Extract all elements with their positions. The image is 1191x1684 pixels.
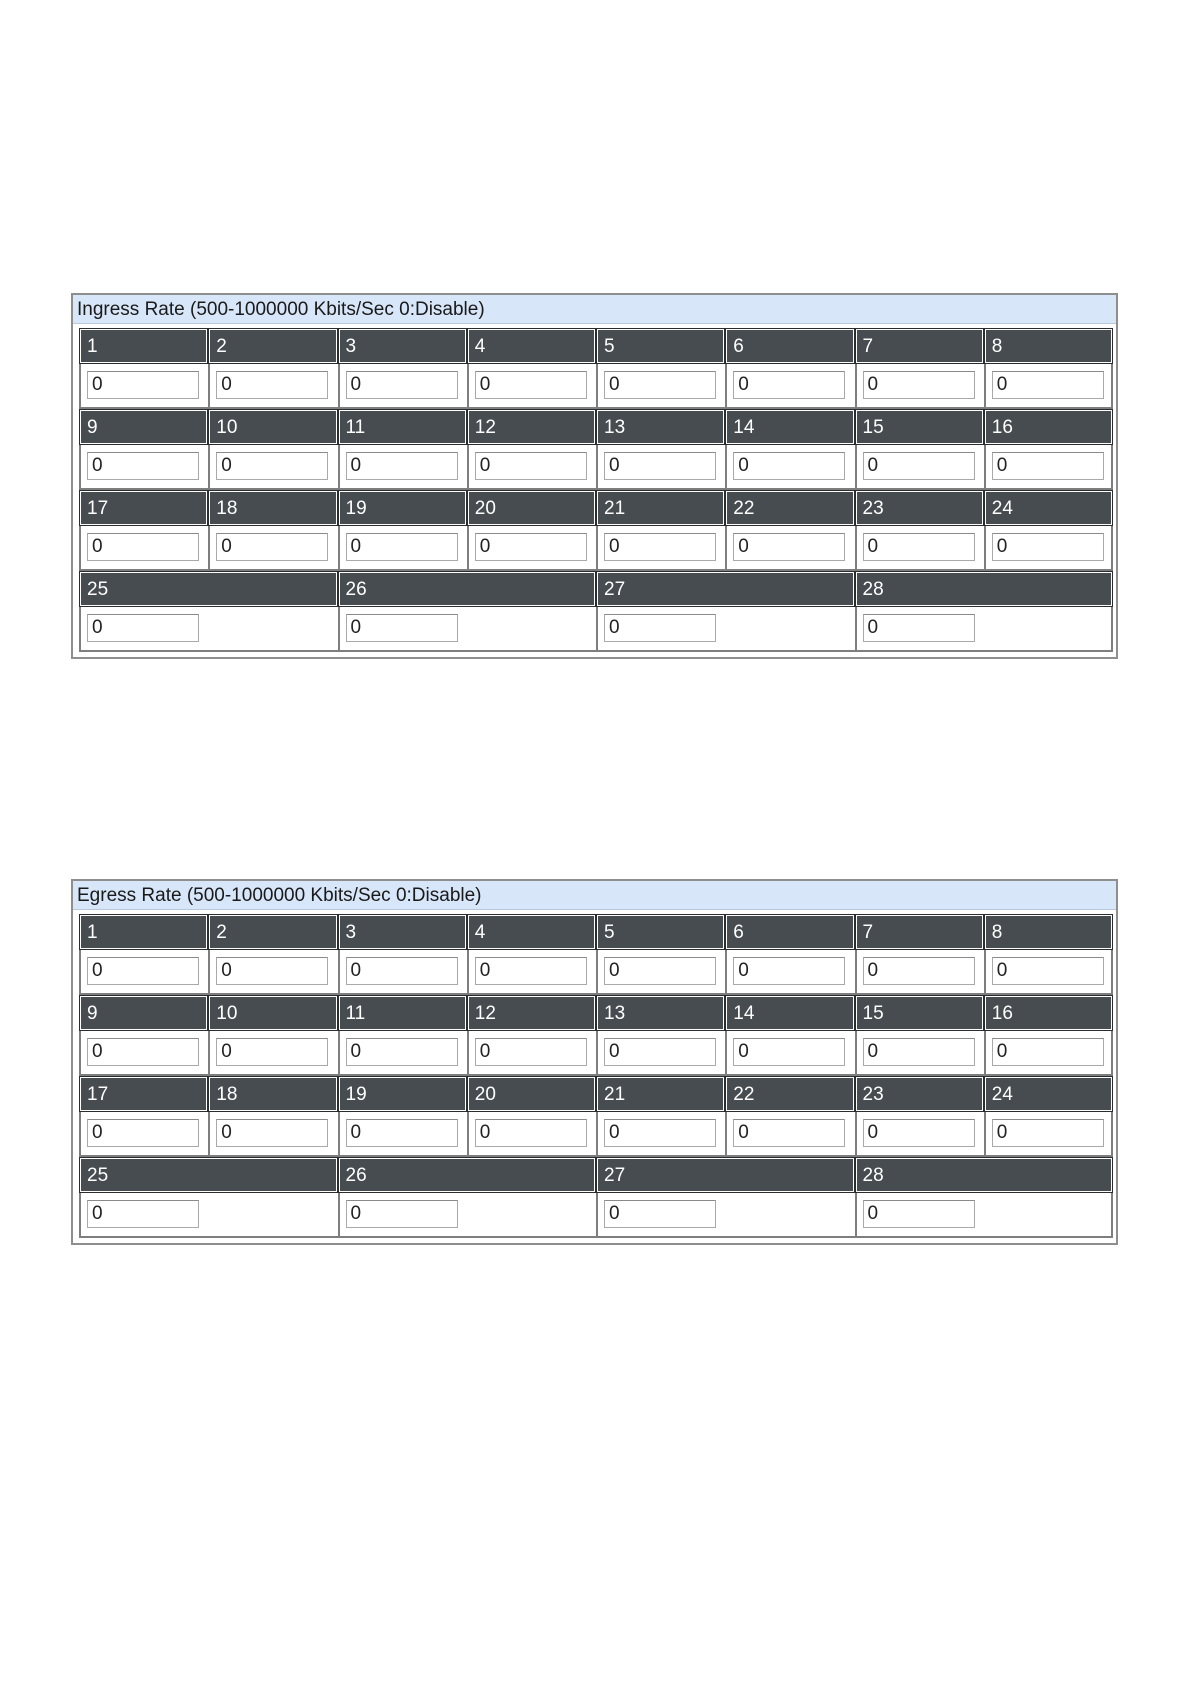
port-label-8: 8 xyxy=(984,914,1113,950)
port-label-15: 15 xyxy=(855,995,984,1031)
port-header-row xyxy=(79,914,1113,950)
port-header-row xyxy=(79,490,1113,526)
port-value-row xyxy=(79,526,1113,571)
port-value-cell xyxy=(208,364,337,409)
ingress-rate-input-6[interactable] xyxy=(733,371,845,399)
egress-rate-title: Egress Rate (500-1000000 Kbits/Sec 0:Disable) xyxy=(73,881,1116,910)
egress-rate-input-11[interactable] xyxy=(346,1038,458,1066)
ingress-rate-input-13[interactable] xyxy=(604,452,716,480)
egress-rate-input-13[interactable] xyxy=(604,1038,716,1066)
port-label-24: 24 xyxy=(984,1076,1113,1112)
port-label-1: 1 xyxy=(79,328,208,364)
egress-rate-input-9[interactable] xyxy=(87,1038,199,1066)
port-label-6: 6 xyxy=(725,328,854,364)
egress-rate-input-17[interactable] xyxy=(87,1119,199,1147)
egress-rate-input-16[interactable] xyxy=(992,1038,1104,1066)
port-value-cell xyxy=(596,1031,725,1076)
egress-rate-input-3[interactable] xyxy=(346,957,458,985)
port-value-row xyxy=(79,1112,1113,1157)
port-label-25: 25 xyxy=(79,1157,338,1193)
port-value-cell xyxy=(725,526,854,571)
ingress-rate-input-12[interactable] xyxy=(475,452,587,480)
ingress-rate-input-8[interactable] xyxy=(992,371,1104,399)
egress-rate-input-12[interactable] xyxy=(475,1038,587,1066)
port-value-cell xyxy=(984,1031,1113,1076)
port-value-cell xyxy=(596,445,725,490)
ingress-rate-input-26[interactable] xyxy=(346,614,458,642)
port-label-27: 27 xyxy=(596,571,855,607)
port-value-row xyxy=(79,1031,1113,1076)
port-label-14: 14 xyxy=(725,409,854,445)
port-label-5: 5 xyxy=(596,328,725,364)
ingress-rate-input-7[interactable] xyxy=(863,371,975,399)
port-label-4: 4 xyxy=(467,328,596,364)
port-label-13: 13 xyxy=(596,995,725,1031)
port-value-cell xyxy=(208,445,337,490)
port-value-cell xyxy=(467,950,596,995)
port-value-cell xyxy=(725,364,854,409)
egress-rate-panel xyxy=(71,879,1118,1245)
port-value-cell xyxy=(79,445,208,490)
ingress-rate-input-20[interactable] xyxy=(475,533,587,561)
port-value-row xyxy=(79,364,1113,409)
port-value-row xyxy=(79,1193,1113,1238)
port-value-cell xyxy=(855,1193,1114,1238)
egress-rate-input-5[interactable] xyxy=(604,957,716,985)
egress-rate-input-27[interactable] xyxy=(604,1200,716,1228)
port-value-cell xyxy=(984,526,1113,571)
port-value-row xyxy=(79,445,1113,490)
port-value-cell xyxy=(338,526,467,571)
port-label-22: 22 xyxy=(725,1076,854,1112)
egress-rate-input-21[interactable] xyxy=(604,1119,716,1147)
ingress-rate-input-17[interactable] xyxy=(87,533,199,561)
egress-rate-input-23[interactable] xyxy=(863,1119,975,1147)
port-value-cell xyxy=(855,364,984,409)
port-value-cell xyxy=(984,445,1113,490)
port-value-cell xyxy=(79,364,208,409)
port-value-cell xyxy=(467,1112,596,1157)
port-value-cell xyxy=(725,1112,854,1157)
port-label-17: 17 xyxy=(79,1076,208,1112)
egress-rate-input-26[interactable] xyxy=(346,1200,458,1228)
port-value-cell xyxy=(855,445,984,490)
egress-rate-input-8[interactable] xyxy=(992,957,1104,985)
port-header-row xyxy=(79,1157,1113,1193)
port-label-23: 23 xyxy=(855,490,984,526)
port-label-16: 16 xyxy=(984,995,1113,1031)
port-label-20: 20 xyxy=(467,1076,596,1112)
port-label-23: 23 xyxy=(855,1076,984,1112)
port-label-24: 24 xyxy=(984,490,1113,526)
port-value-cell xyxy=(79,950,208,995)
port-label-21: 21 xyxy=(596,490,725,526)
port-value-cell xyxy=(208,1031,337,1076)
port-value-cell xyxy=(338,950,467,995)
ingress-rate-input-23[interactable] xyxy=(863,533,975,561)
port-label-11: 11 xyxy=(338,409,467,445)
egress-rate-input-24[interactable] xyxy=(992,1119,1104,1147)
port-label-26: 26 xyxy=(338,571,597,607)
egress-rate-input-2[interactable] xyxy=(216,957,328,985)
port-value-cell xyxy=(984,1112,1113,1157)
port-value-cell xyxy=(79,1193,338,1238)
port-value-cell xyxy=(984,950,1113,995)
port-label-14: 14 xyxy=(725,995,854,1031)
port-value-cell xyxy=(338,1112,467,1157)
port-value-cell xyxy=(208,1112,337,1157)
port-label-20: 20 xyxy=(467,490,596,526)
port-label-27: 27 xyxy=(596,1157,855,1193)
egress-rate-input-22[interactable] xyxy=(733,1119,845,1147)
ingress-rate-input-10[interactable] xyxy=(216,452,328,480)
port-label-9: 9 xyxy=(79,409,208,445)
port-value-cell xyxy=(596,364,725,409)
port-value-cell xyxy=(596,526,725,571)
ingress-rate-input-11[interactable] xyxy=(346,452,458,480)
port-value-cell xyxy=(79,1112,208,1157)
port-label-10: 10 xyxy=(208,995,337,1031)
ingress-rate-input-5[interactable] xyxy=(604,371,716,399)
ingress-rate-input-21[interactable] xyxy=(604,533,716,561)
ingress-port-grid xyxy=(79,328,1113,652)
egress-rate-input-7[interactable] xyxy=(863,957,975,985)
port-value-cell xyxy=(338,1193,597,1238)
egress-rate-input-15[interactable] xyxy=(863,1038,975,1066)
port-label-12: 12 xyxy=(467,409,596,445)
port-label-25: 25 xyxy=(79,571,338,607)
port-label-5: 5 xyxy=(596,914,725,950)
port-value-cell xyxy=(467,364,596,409)
port-value-cell xyxy=(79,1031,208,1076)
port-label-1: 1 xyxy=(79,914,208,950)
port-value-cell xyxy=(338,445,467,490)
port-value-cell xyxy=(79,607,338,652)
port-header-row xyxy=(79,1076,1113,1112)
port-label-12: 12 xyxy=(467,995,596,1031)
port-label-7: 7 xyxy=(855,328,984,364)
port-value-cell xyxy=(79,526,208,571)
port-label-16: 16 xyxy=(984,409,1113,445)
ingress-rate-input-24[interactable] xyxy=(992,533,1104,561)
port-label-3: 3 xyxy=(338,914,467,950)
ingress-rate-input-27[interactable] xyxy=(604,614,716,642)
ingress-rate-input-9[interactable] xyxy=(87,452,199,480)
egress-rate-input-28[interactable] xyxy=(863,1200,975,1228)
port-value-cell xyxy=(338,607,597,652)
ingress-rate-input-22[interactable] xyxy=(733,533,845,561)
ingress-rate-input-19[interactable] xyxy=(346,533,458,561)
port-label-8: 8 xyxy=(984,328,1113,364)
egress-rate-input-20[interactable] xyxy=(475,1119,587,1147)
ingress-rate-input-3[interactable] xyxy=(346,371,458,399)
port-value-cell xyxy=(855,950,984,995)
port-label-26: 26 xyxy=(338,1157,597,1193)
port-value-cell xyxy=(855,1031,984,1076)
port-label-13: 13 xyxy=(596,409,725,445)
port-label-15: 15 xyxy=(855,409,984,445)
port-label-18: 18 xyxy=(208,1076,337,1112)
port-value-cell xyxy=(855,1112,984,1157)
ingress-rate-input-25[interactable] xyxy=(87,614,199,642)
ingress-rate-input-15[interactable] xyxy=(863,452,975,480)
port-header-row xyxy=(79,328,1113,364)
port-label-28: 28 xyxy=(855,571,1114,607)
port-header-row xyxy=(79,409,1113,445)
port-value-cell xyxy=(467,445,596,490)
ingress-rate-input-4[interactable] xyxy=(475,371,587,399)
port-label-2: 2 xyxy=(208,328,337,364)
ingress-rate-title: Ingress Rate (500-1000000 Kbits/Sec 0:Disable) xyxy=(73,295,1116,324)
port-label-21: 21 xyxy=(596,1076,725,1112)
port-label-4: 4 xyxy=(467,914,596,950)
egress-rate-input-10[interactable] xyxy=(216,1038,328,1066)
port-label-6: 6 xyxy=(725,914,854,950)
ingress-rate-input-16[interactable] xyxy=(992,452,1104,480)
ingress-rate-input-18[interactable] xyxy=(216,533,328,561)
port-value-cell xyxy=(338,364,467,409)
port-label-22: 22 xyxy=(725,490,854,526)
port-value-cell xyxy=(596,1193,855,1238)
port-label-11: 11 xyxy=(338,995,467,1031)
egress-rate-input-14[interactable] xyxy=(733,1038,845,1066)
port-label-18: 18 xyxy=(208,490,337,526)
port-label-17: 17 xyxy=(79,490,208,526)
egress-rate-input-25[interactable] xyxy=(87,1200,199,1228)
port-value-cell xyxy=(725,950,854,995)
port-value-cell xyxy=(725,445,854,490)
ingress-rate-input-28[interactable] xyxy=(863,614,975,642)
port-value-cell xyxy=(596,607,855,652)
egress-rate-input-18[interactable] xyxy=(216,1119,328,1147)
egress-rate-input-6[interactable] xyxy=(733,957,845,985)
port-label-19: 19 xyxy=(338,1076,467,1112)
egress-rate-input-1[interactable] xyxy=(87,957,199,985)
egress-rate-input-4[interactable] xyxy=(475,957,587,985)
port-value-cell xyxy=(855,526,984,571)
port-value-cell xyxy=(596,950,725,995)
ingress-rate-panel xyxy=(71,293,1118,659)
port-value-cell xyxy=(855,607,1114,652)
port-value-cell xyxy=(467,526,596,571)
port-value-cell xyxy=(338,1031,467,1076)
port-label-2: 2 xyxy=(208,914,337,950)
port-value-cell xyxy=(725,1031,854,1076)
egress-rate-input-19[interactable] xyxy=(346,1119,458,1147)
port-value-cell xyxy=(984,364,1113,409)
port-label-3: 3 xyxy=(338,328,467,364)
port-value-cell xyxy=(208,950,337,995)
port-label-10: 10 xyxy=(208,409,337,445)
egress-port-grid xyxy=(79,914,1113,1238)
ingress-rate-input-2[interactable] xyxy=(216,371,328,399)
port-label-19: 19 xyxy=(338,490,467,526)
port-value-row xyxy=(79,950,1113,995)
port-value-cell xyxy=(208,526,337,571)
port-header-row xyxy=(79,995,1113,1031)
port-value-cell xyxy=(467,1031,596,1076)
port-value-cell xyxy=(596,1112,725,1157)
port-label-9: 9 xyxy=(79,995,208,1031)
ingress-rate-input-1[interactable] xyxy=(87,371,199,399)
ingress-rate-input-14[interactable] xyxy=(733,452,845,480)
port-label-7: 7 xyxy=(855,914,984,950)
port-value-row xyxy=(79,607,1113,652)
port-label-28: 28 xyxy=(855,1157,1114,1193)
port-header-row xyxy=(79,571,1113,607)
